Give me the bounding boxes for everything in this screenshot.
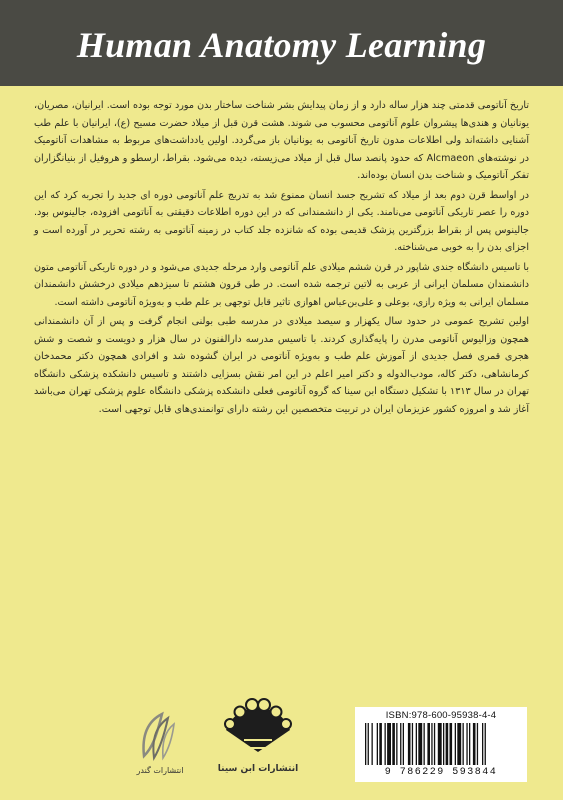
- barcode-bar: [485, 723, 486, 765]
- barcode-bar: [431, 723, 432, 765]
- barcode-bar: [463, 723, 464, 765]
- barcode-bar: [469, 723, 470, 765]
- feather-icon: [132, 708, 188, 764]
- back-cover-description: [34, 97, 529, 420]
- barcode-bar: [385, 723, 386, 765]
- barcode-bar: [457, 723, 461, 765]
- barcode-bar: [418, 723, 422, 765]
- barcode-bar: [434, 723, 435, 765]
- barcode-bar: [424, 723, 425, 765]
- title-banner: [0, 0, 563, 86]
- ibnsina-publisher-logo: [216, 690, 300, 784]
- paragraph-modern: اولین تشریح عمومی در حدود سال یکهزار و سیصد میلادی در مدرسه طبی بولنی انجام گرفت و پس از آن دانشمندانی همچون وزالیوس آناتومی مدرن را پایه‌گذاری کردند. با تاسیس مدرسه دارالفنون در سال هزار و دویست و شصت و شش هجری قمری فصل جدیدی از آموزش علم طب و به‌ویژه آناتومی در ایران گشوده شد و افرادی همچون دکتر محمدخان کرمانشاهی، دکتر کاله، مودب‌الدوله و دکتر امیر اعلم در این امر نقش بسزایی داشتند و تاسیس دانشکده پزشکی دانشگاه تهران در سال ۱۳۱۳ با تشکیل دستگاه ابن سینا که گروه آناتومی فعلی دانشکده پزشکی دانشگاه علوم پزشکی تهران می‌باشد آغاز شد و امروزه کشور عزیزمان ایران در تربیت متخصصین این رشته دارای توانمندی‌های قابل توجهی است.: [34, 316, 529, 415]
- barcode-bar: [403, 723, 404, 765]
- isbn-number: ISBN:978-600-95938-4-4: [385, 710, 497, 721]
- isbn-barcode: [355, 707, 527, 782]
- barcode-bar: [455, 723, 456, 765]
- barcode-icon: [365, 723, 517, 765]
- book-fan-icon: [216, 690, 300, 760]
- barcode-bar: [377, 723, 378, 765]
- barcode-bar: [379, 723, 382, 765]
- barcode-bar: [368, 723, 369, 765]
- book-title: Human Anatomy Learning: [76, 25, 487, 65]
- barcode-bar: [387, 723, 391, 765]
- barcode-bar: [427, 723, 430, 765]
- barcode-bar: [450, 723, 453, 765]
- paragraph-galen: در اواسط قرن دوم بعد از میلاد که تشریح جسد انسان ممنوع شد به تدریج علم آناتومی دوره ای جدید را تجربه کرد که این دوره را عصر تاریکی آناتومی می‌نامند. یکی از دانشمندانی که در این دوره اطلاعات دقیقتی به آناتومی افزوده، جالینوس بود. جالینوس پس از بقراط بزرگترین پزشک قدیمی بوده که شانزده جلد کتاب در زمینه آناتومی به رشته تحریر در آورده است و اجزای بدن را به خوبی می‌شناخته.: [34, 189, 529, 253]
- barcode-bar: [408, 723, 411, 765]
- barcode-bar: [438, 723, 442, 765]
- barcode-bar: [473, 723, 476, 765]
- barcode-bar: [416, 723, 417, 765]
- paragraph-jundishapur: با تاسیس دانشگاه جندی شاپور در قرن ششم میلادی علم آناتومی وارد مرحله جدیدی می‌شود و در دوره تاریکی آناتومی متون دانشمندان مسلمان ایرانی از عربی به لاتین ترجمه شده است. در طی قرون هشتم تا سیزدهم میلادی درخشش دانشمندان مسلمان ایرانی به ویژه رازی، بوعلی و علی‌بن‌عباس اهوازی تاثیر قابل توجهی بر علم طب و به‌ویژه آناتومی داشته است.: [34, 261, 529, 308]
- ibnsina-label: انتشارات ابن سینا: [217, 764, 299, 774]
- barcode-bar: [477, 723, 478, 765]
- barcode-bar: [443, 723, 444, 765]
- gondar-publisher-logo: [132, 708, 188, 778]
- barcode-digits: 9 786229 593844: [384, 767, 498, 778]
- barcode-bar: [396, 723, 397, 765]
- barcode-bar: [466, 723, 467, 765]
- barcode-bar: [365, 723, 366, 765]
- barcode-bar: [482, 723, 483, 765]
- barcode-bar: [400, 723, 401, 765]
- barcode-bar: [446, 723, 449, 765]
- barcode-bar: [412, 723, 413, 765]
- barcode-bar: [372, 723, 373, 765]
- barcode-bar: [392, 723, 395, 765]
- paragraph-history: تاریخ آناتومی قدمتی چند هزار ساله دارد و از زمان پیدایش بشر شناخت ساختار بدن مورد توجه بوده است. ایرانیان، مصریان، یونانیان و هندی‌ها پیشروان علوم آناتومی محسوب می شوند. هشت قرن قبل از میلاد حضرت مسیح (ع)، ایرانیان با علم طب آشنایی داشته‌اند ولی اطلاعات مدون تاریخ آناتومی به یونانیان باز می‌گردد. اولین یادداشت‌های مربوط به مشاهدات آناتومیک در نوشته‌های Alcmaeon که حدود پانصد سال قبل از میلاد می‌زیسته، دیده می‌شود. بقراط، ارسطو و هروفیل از بنیانگزاران تفکر آناتومیک و شناخت بدن انسان بوده‌اند.: [34, 100, 530, 181]
- gondar-label: انتشارات گندر: [136, 766, 184, 775]
